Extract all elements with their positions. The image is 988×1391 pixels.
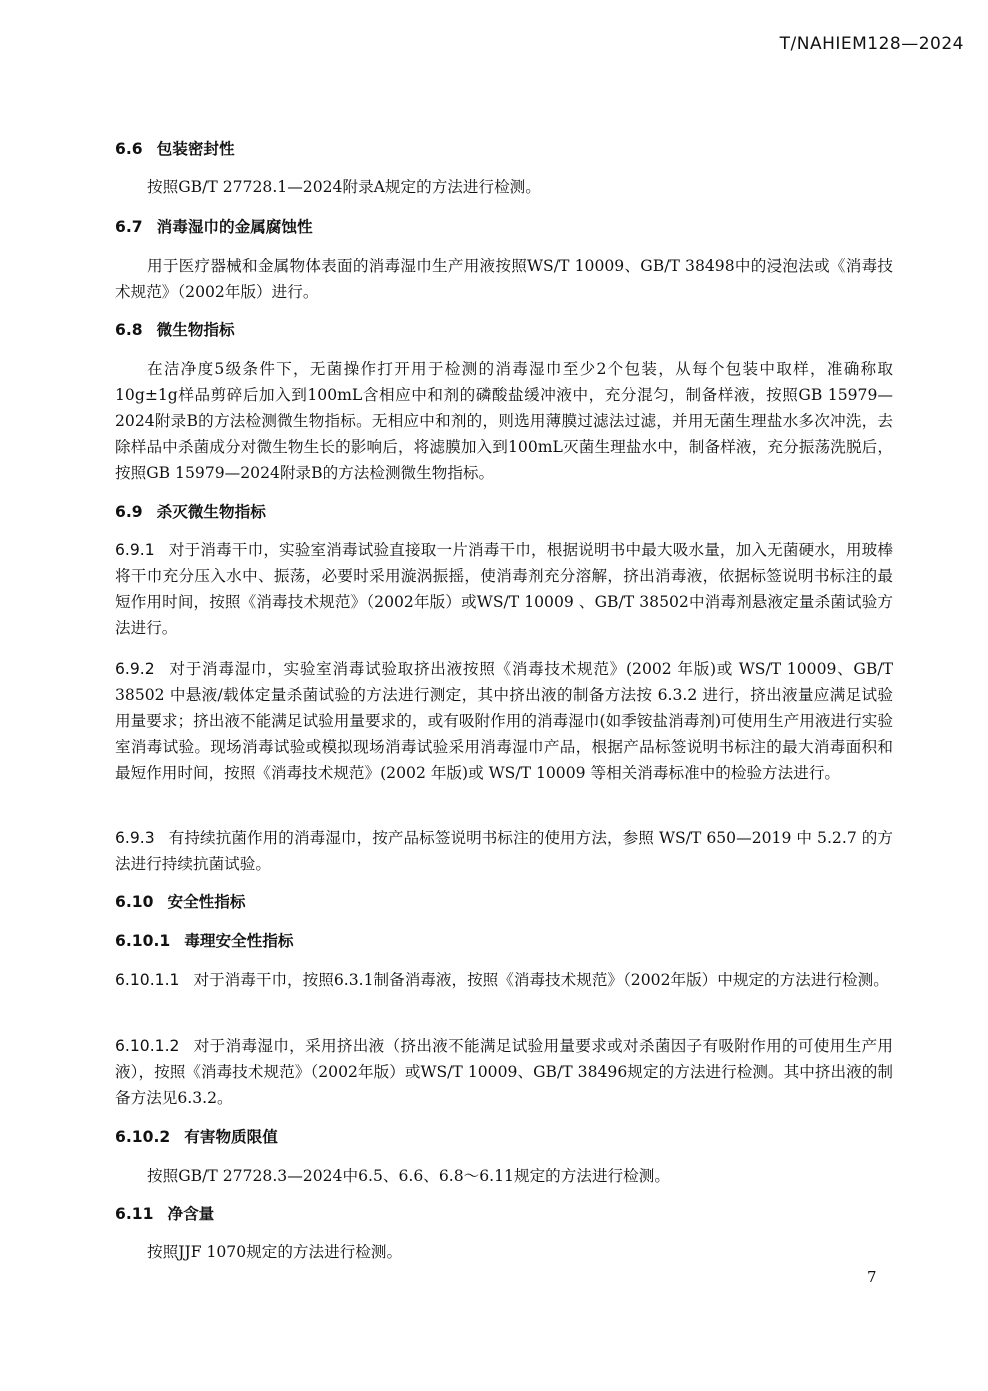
heading-6-10-2: 6.10.2 有害物质限值: [115, 1128, 278, 1146]
paragraph: 在洁净度5级条件下，无菌操作打开用于检测的消毒湿巾至少2个包装，从每个包装中取样，准确称取10g±1g样品剪碎后加入到100mL含相应中和剂的磷酸盐缓冲液中，充分混匀，制备样液，按照GB 15979—2024附录B的方法检测微生物指标。无相应中和剂的，则选用薄膜过滤法过滤，并用无菌生理盐水多次冲洗，去除样品中杀菌成分对微生物生长的影响后，将滤膜加入到100mL灭菌生理盐水中，制备样液，充分振荡洗脱后，按照GB 15979—2024附录B的方法检测微生物指标。: [115, 360, 893, 482]
clause-6-9-1: 6.9.1 对于消毒干巾，实验室消毒试验直接取一片消毒干巾，根据说明书中最大吸水量，加入无菌硬水，用玻棒将干巾充分压入水中、振荡，必要时采用漩涡振摇，使消毒剂充分溶解，挤出消毒液，依据标签说明书标注的最短作用时间，按照《消毒技术规范》（2002年版）或WS/T 10009 、GB/T 38502中消毒剂悬液定量杀菌试验方法进行。: [115, 541, 893, 637]
heading-6-7: 6.7 消毒湿巾的金属腐蚀性: [115, 218, 313, 236]
paragraph: 按照JJF 1070规定的方法进行检测。: [147, 1243, 403, 1261]
paragraph: 按照GB/T 27728.1—2024附录A规定的方法进行检测。: [147, 178, 541, 196]
heading-6-11: 6.11 净含量: [115, 1205, 215, 1223]
page-number: 7: [867, 1268, 877, 1286]
clause-6-9-3: 6.9.3 有持续抗菌作用的消毒湿巾，按产品标签说明书标注的使用方法，参照 WS/T 650—2019 中 5.2.7 的方法进行持续抗菌试验。: [115, 829, 893, 873]
heading-6-10-1: 6.10.1 毒理安全性指标: [115, 932, 294, 950]
clause-6-10-1-2: 6.10.1.2 对于消毒湿巾，采用挤出液（挤出液不能满足试验用量要求或对杀菌因子有吸附作用的可使用生产用液），按照《消毒技术规范》（2002年版）或WS/T 10009、GB/T 38496规定的方法进行检测。其中挤出液的制备方法见6.3.2。: [115, 1037, 893, 1107]
heading-6-6: 6.6 包装密封性: [115, 140, 235, 158]
paragraph: 按照GB/T 27728.3—2024中6.5、6.6、6.8～6.11规定的方法进行检测。: [147, 1167, 670, 1185]
paragraph: 用于医疗器械和金属物体表面的消毒湿巾生产用液按照WS/T 10009、GB/T 38498中的浸泡法或《消毒技术规范》（2002年版）进行。: [115, 257, 893, 301]
heading-6-10: 6.10 安全性指标: [115, 893, 246, 911]
heading-6-8: 6.8 微生物指标: [115, 321, 235, 339]
clause-6-10-1-1: 6.10.1.1 对于消毒干巾，按照6.3.1制备消毒液，按照《消毒技术规范》（2002年版）中规定的方法进行检测。: [115, 971, 889, 989]
standard-code-header: T/NAHIEM128—2024: [779, 34, 964, 54]
heading-6-9: 6.9 杀灭微生物指标: [115, 503, 266, 521]
clause-6-9-2: 6.9.2 对于消毒湿巾，实验室消毒试验取挤出液按照《消毒技术规范》(2002 年版)或 WS/T 10009、GB/T 38502 中悬液/载体定量杀菌试验的方法进行测定，其中挤出液的制备方法按 6.3.2 进行，挤出液量应满足试验用量要求；挤出液不能满足试验用量要求的，或有吸附作用的消毒湿巾(如季铵盐消毒剂)可使用生产用液进行实验室消毒试验。现场消毒试验或模拟现场消毒试验采用消毒湿巾产品，根据产品标签说明书标注的最大消毒面积和最短作用时间，按照《消毒技术规范》(2002 年版)或 WS/T 10009 等相关消毒标准中的检验方法进行。: [115, 660, 893, 782]
